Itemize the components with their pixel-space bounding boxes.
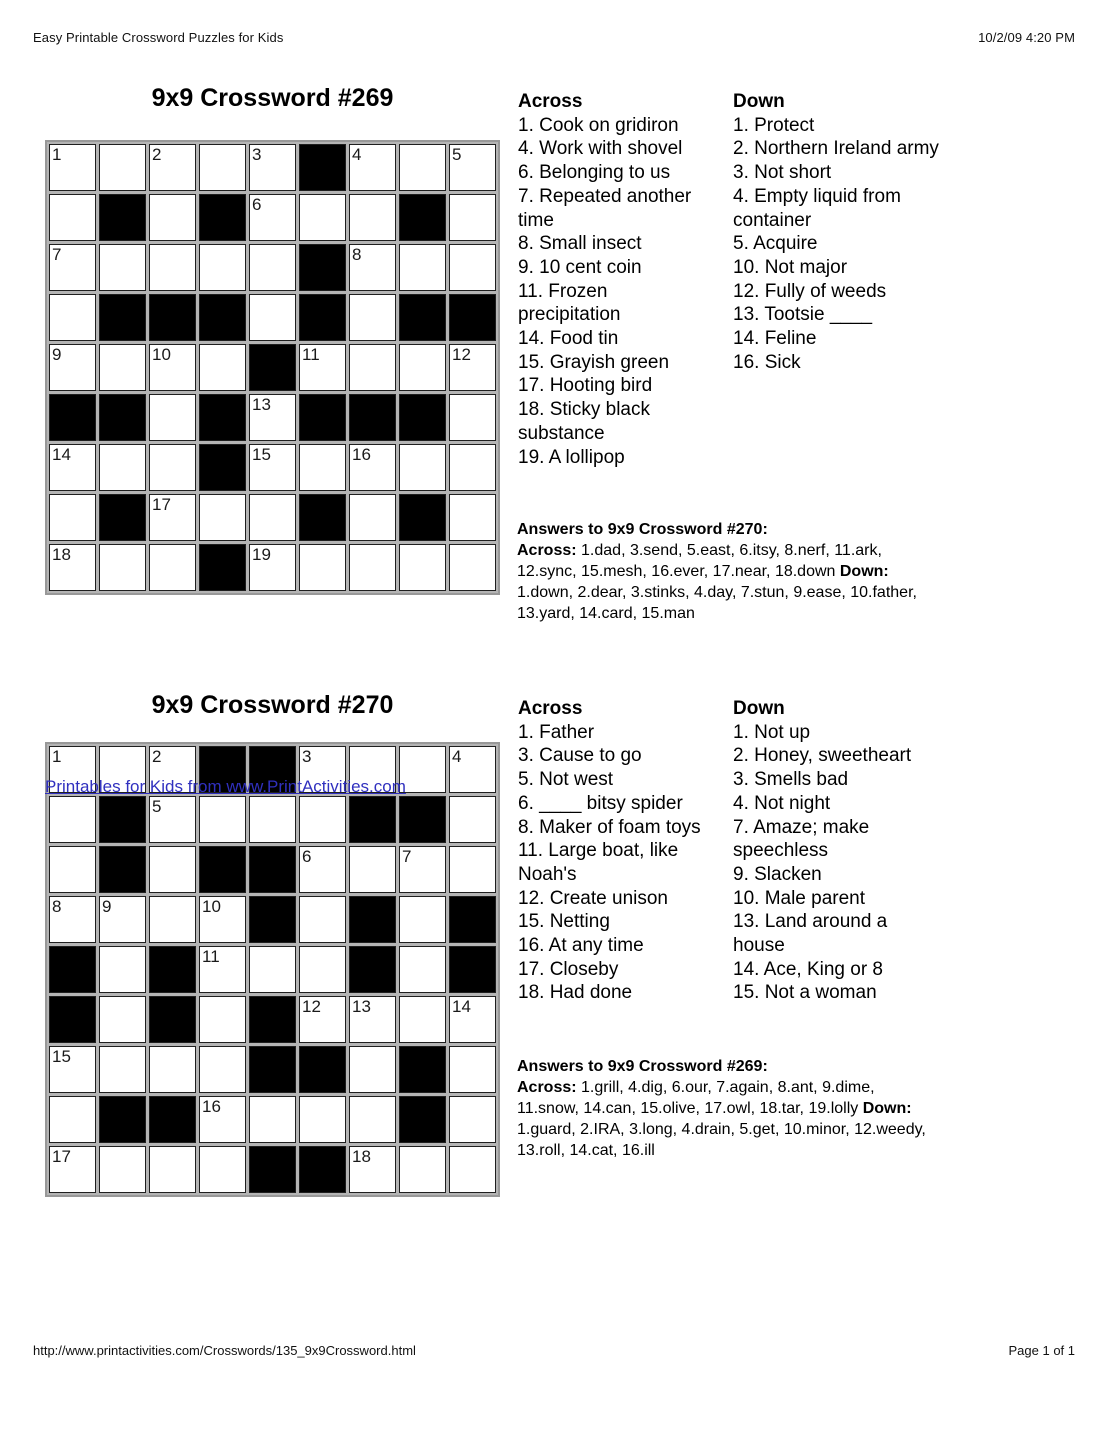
grid-cell [149,394,196,441]
cell-number: 9 [102,897,112,916]
grid-cell [199,344,246,391]
clue-line: 14. Feline [733,328,817,350]
cell-number: 3 [302,747,312,766]
grid-cell [399,444,446,491]
puzzle-2-title: 9x9 Crossword #270 [151,691,394,719]
black-cell [99,194,146,241]
black-cell [449,946,496,993]
header-print-timestamp: 10/2/09 4:20 PM [978,30,1075,45]
cell-number: 13 [252,395,271,414]
grid-cell [249,796,296,843]
grid-cell [449,144,496,191]
grid-cell [199,1146,246,1193]
grid-cell [399,544,446,591]
clue-line: 5. Not west [518,769,614,791]
answers-line: Across: 1.dad, 3.send, 5.east, 6.itsy, 8.nerf, 11.ark, [517,542,882,559]
grid-cell [199,996,246,1043]
grid-cell [349,344,396,391]
grid-cell [149,1146,196,1193]
black-cell [49,946,96,993]
black-cell [49,996,96,1043]
black-cell [149,946,196,993]
cell-number: 1 [52,747,62,766]
clue-line: time [518,209,554,231]
grid-cell [249,544,296,591]
grid-cell [249,394,296,441]
grid-cell [349,996,396,1043]
clue-line: 18. Sticky black [518,399,650,421]
clue-line: speechless [733,840,829,862]
clue-line: 17. Closeby [518,958,619,980]
grid-cell [49,294,96,341]
grid-cell [399,846,446,893]
grid-cell [49,1096,96,1143]
grid-cell [149,444,196,491]
grid-cell [299,1096,346,1143]
clue-line: 10. Male parent [733,887,866,909]
grid-cell [149,846,196,893]
grid-cell [149,896,196,943]
puzzle-2-down-clues [733,697,911,1005]
grid-cell [349,194,396,241]
black-cell [99,394,146,441]
footer-source-url: http://www.printactivities.com/Crosswords/135_9x9Crossword.html [33,1343,416,1358]
grid-cell [349,294,396,341]
grid-cell [399,946,446,993]
black-cell [299,1146,346,1193]
black-cell [149,996,196,1043]
cell-number: 11 [302,345,320,364]
cell-number: 4 [452,747,462,766]
grid-cell [199,1096,246,1143]
grid-cell [449,1046,496,1093]
clue-line: 15. Not a woman [733,982,877,1004]
answers-block-270 [517,519,917,624]
grid-cell [199,946,246,993]
clue-line: 16. At any time [518,935,644,957]
black-cell [99,796,146,843]
black-cell [349,796,396,843]
cell-number: 5 [152,797,162,816]
grid-cell [349,544,396,591]
grid-cell [99,544,146,591]
clue-line: 3. Not short [733,162,832,184]
clue-line: 11. Frozen [518,280,608,302]
grid-cell [399,1146,446,1193]
grid-cell [49,494,96,541]
black-cell [249,996,296,1043]
grid-cell [99,144,146,191]
black-cell [399,294,446,341]
grid-cell [299,544,346,591]
grid-cell [399,144,446,191]
grid-cell [299,194,346,241]
grid-cell [349,444,396,491]
grid-cell [99,1146,146,1193]
printactivities-link[interactable]: Printables for Kids from www.PrintActivities.com [45,777,406,796]
black-cell [99,1096,146,1143]
grid-cell [349,494,396,541]
clue-line: 15. Netting [518,911,610,933]
header-document-title: Easy Printable Crossword Puzzles for Kids [33,30,284,45]
grid-cell [399,746,446,793]
grid-cell [449,1096,496,1143]
cell-number: 17 [152,495,171,514]
cell-number: 5 [452,145,462,164]
clue-line: 1. Not up [733,721,811,743]
clue-line: 7. Repeated another [518,185,692,207]
clue-line: 14. Food tin [518,328,619,350]
cell-number: 1 [52,145,62,164]
grid-cell [99,244,146,291]
clue-line: Noah's [518,863,577,885]
cell-number: 12 [452,345,471,364]
grid-cell [49,444,96,491]
answers-line: 11.snow, 14.can, 15.olive, 17.owl, 18.tar, 19.lolly Down: [517,1100,912,1117]
grid-cell [249,1096,296,1143]
puzzle-1-title: 9x9 Crossword #269 [151,84,394,112]
grid-cell [249,494,296,541]
cell-number: 9 [52,345,62,364]
black-cell [249,846,296,893]
grid-cell [249,244,296,291]
grid-cell [299,996,346,1043]
grid-cell [399,344,446,391]
black-cell [249,1146,296,1193]
black-cell [149,1096,196,1143]
grid-cell [199,896,246,943]
answers-line: Across: 1.grill, 4.dig, 6.our, 7.again, 8.ant, 9.dime, [517,1079,875,1096]
grid-cell [249,444,296,491]
clue-line: 3. Cause to go [518,745,642,767]
clue-line: precipitation [518,304,621,326]
answers-line: 1.down, 2.dear, 3.stinks, 4.day, 7.stun, 9.ease, 10.father, [517,584,917,601]
black-cell [299,144,346,191]
grid-cell [49,344,96,391]
black-cell [249,896,296,943]
grid-cell [49,796,96,843]
grid-cell [49,544,96,591]
grid-cell [149,1046,196,1093]
grid-cell [349,144,396,191]
cell-number: 10 [202,897,221,916]
cell-number: 18 [52,545,71,564]
cell-number: 14 [452,997,471,1016]
cell-number: 6 [302,847,312,866]
answers-line: 12.sync, 15.mesh, 16.ever, 17.near, 18.down Down: [517,563,889,580]
answers-title: Answers to 9x9 Crossword #269: [517,1058,768,1075]
grid-cell [349,1096,396,1143]
cell-number: 7 [52,245,62,264]
grid-cell [299,344,346,391]
clue-line: 15. Grayish green [518,351,670,373]
cell-number: 2 [152,145,162,164]
cell-number: 8 [352,245,362,264]
puzzle-1-across-clues [518,90,691,469]
clue-line: 11. Large boat, like [518,840,679,862]
grid-cell [349,1046,396,1093]
black-cell [99,846,146,893]
black-cell [399,394,446,441]
across-heading: Across [518,91,583,112]
grid-cell [249,946,296,993]
black-cell [249,1046,296,1093]
grid-cell [149,244,196,291]
cell-number: 13 [352,997,371,1016]
clue-line: 8. Maker of foam toys [518,816,701,838]
grid-cell [99,444,146,491]
grid-cell [449,746,496,793]
cell-number: 19 [252,545,271,564]
answers-line: 13.roll, 14.cat, 16.ill [517,1142,655,1159]
clue-line: 12. Create unison [518,887,668,909]
grid-cell [299,846,346,893]
black-cell [199,444,246,491]
cell-number: 2 [152,747,162,766]
grid-cell [199,244,246,291]
grid-cell [299,896,346,943]
clue-line: 17. Hooting bird [518,375,653,397]
grid-cell [399,996,446,1043]
footer-page-number: Page 1 of 1 [1008,1343,1075,1358]
clue-line: 3. Smells bad [733,769,849,791]
answers-line: 1.guard, 2.IRA, 3.long, 4.drain, 5.get, 10.minor, 12.weedy, [517,1121,926,1138]
grid-cell [49,144,96,191]
grid-cell [449,494,496,541]
grid-cell [449,996,496,1043]
answers-line: 13.yard, 14.card, 15.man [517,605,695,622]
cell-number: 16 [202,1097,221,1116]
clue-line: 4. Work with shovel [518,138,683,160]
grid-cell [449,444,496,491]
grid-cell [449,194,496,241]
clue-line: 18. Had done [518,982,633,1004]
clue-line: 2. Northern Ireland army [733,138,939,160]
grid-cell [299,946,346,993]
black-cell [199,846,246,893]
clue-line: 12. Fully of weeds [733,280,887,302]
grid-cell [49,896,96,943]
grid-cell [449,344,496,391]
black-cell [299,294,346,341]
black-cell [399,1096,446,1143]
cell-number: 14 [52,445,71,464]
cell-number: 17 [52,1147,71,1166]
cell-number: 10 [152,345,171,364]
grid-cell [349,1146,396,1193]
clue-line: 6. ____ bitsy spider [518,792,683,814]
grid-cell [99,344,146,391]
cell-number: 15 [252,445,271,464]
cell-number: 12 [302,997,321,1016]
grid-cell [449,796,496,843]
grid-cell [149,494,196,541]
down-heading: Down [733,698,785,719]
clue-line: 13. Tootsie ____ [733,304,873,326]
black-cell [449,896,496,943]
grid-cell [249,144,296,191]
grid-cell [49,244,96,291]
clue-line: 4. Empty liquid from [733,185,901,207]
black-cell [299,244,346,291]
black-cell [99,294,146,341]
clue-line: 1. Protect [733,114,815,136]
grid-cell [49,1046,96,1093]
down-heading: Down [733,91,785,112]
cell-number: 11 [202,947,220,966]
black-cell [399,494,446,541]
grid-cell [449,394,496,441]
clue-line: 2. Honey, sweetheart [733,745,912,767]
crossword-grid-270 [45,742,500,1197]
grid-cell [149,194,196,241]
clue-line: house [733,935,785,957]
grid-cell [49,846,96,893]
crossword-grid-269 [45,140,500,595]
black-cell [299,394,346,441]
grid-cell [299,796,346,843]
answers-title: Answers to 9x9 Crossword #270: [517,521,768,538]
clue-line: 5. Acquire [733,233,818,255]
grid-cell [349,846,396,893]
across-heading: Across [518,698,583,719]
black-cell [249,344,296,391]
black-cell [299,1046,346,1093]
black-cell [349,896,396,943]
black-cell [149,294,196,341]
clue-line: 1. Father [518,721,595,743]
grid-cell [199,494,246,541]
clue-line: 9. Slacken [733,863,822,885]
clue-line: 1. Cook on gridiron [518,114,679,136]
cell-number: 6 [252,195,262,214]
cell-number: 16 [352,445,371,464]
cell-number: 18 [352,1147,371,1166]
clue-line: container [733,209,812,231]
puzzle-2-across-clues [518,697,701,1005]
grid-cell [199,796,246,843]
black-cell [449,294,496,341]
grid-cell [249,294,296,341]
grid-cell [149,796,196,843]
grid-cell [49,194,96,241]
grid-cell [199,1046,246,1093]
clue-line: substance [518,422,605,444]
grid-cell [99,1046,146,1093]
black-cell [199,394,246,441]
grid-cell [399,896,446,943]
grid-cell [99,996,146,1043]
clue-line: 4. Not night [733,792,831,814]
clue-line: 8. Small insect [518,233,642,255]
grid-cell [49,1146,96,1193]
grid-cell [449,244,496,291]
black-cell [349,394,396,441]
grid-cell [149,544,196,591]
clue-line: 13. Land around a [733,911,888,933]
cell-number: 4 [352,145,362,164]
grid-cell [99,946,146,993]
cell-number: 3 [252,145,262,164]
black-cell [399,1046,446,1093]
clue-line: 9. 10 cent coin [518,256,642,278]
answers-block-269 [517,1056,926,1161]
clue-line: 7. Amaze; make [733,816,870,838]
black-cell [399,796,446,843]
grid-cell [99,896,146,943]
clue-line: 14. Ace, King or 8 [733,958,883,980]
black-cell [199,194,246,241]
cell-number: 7 [402,847,412,866]
grid-cell [149,144,196,191]
puzzle-1-down-clues [733,90,939,374]
black-cell [399,194,446,241]
grid-cell [449,846,496,893]
black-cell [199,294,246,341]
clue-line: 10. Not major [733,256,848,278]
grid-cell [149,344,196,391]
grid-cell [299,444,346,491]
grid-cell [199,144,246,191]
grid-cell [449,1146,496,1193]
black-cell [49,394,96,441]
cell-number: 15 [52,1047,71,1066]
black-cell [349,946,396,993]
black-cell [299,494,346,541]
grid-cell [249,194,296,241]
grid-cell [349,244,396,291]
black-cell [99,494,146,541]
grid-cell [399,244,446,291]
clue-line: 19. A lollipop [518,446,625,468]
clue-line: 6. Belonging to us [518,162,671,184]
clue-line: 16. Sick [733,351,801,373]
grid-cell [449,544,496,591]
black-cell [199,544,246,591]
cell-number: 8 [52,897,62,916]
